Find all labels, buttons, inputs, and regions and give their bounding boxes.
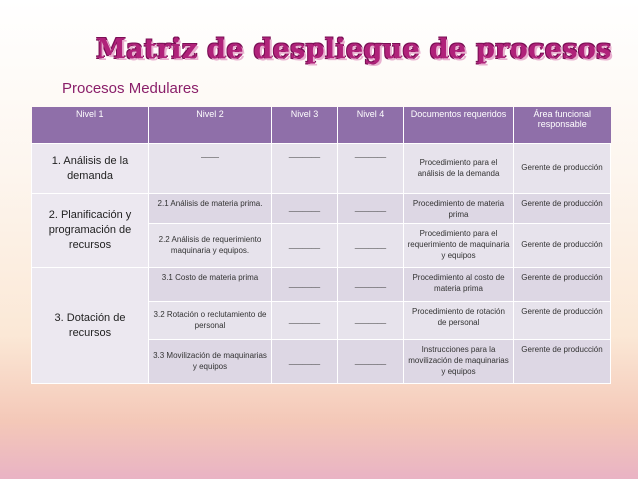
nivel2-cell: 3.3 Movilización de maquinarias y equipos [149, 340, 272, 384]
nivel4-cell: _______ [338, 302, 404, 340]
area-cell: Gerente de producción [514, 340, 611, 384]
nivel3-cell: _______ [272, 302, 338, 340]
header-nivel-3: Nivel 3 [272, 107, 338, 144]
table-row [32, 194, 611, 224]
nivel3-cell: _______ [272, 340, 338, 384]
nivel4-cell: _______ [338, 268, 404, 302]
header-nivel-4: Nivel 4 [338, 107, 404, 144]
nivel3-cell: _______ [272, 224, 338, 268]
documentos-cell: Procedimiento de materia prima [404, 194, 514, 224]
nivel2-cell: 2.1 Análisis de materia prima. [149, 194, 272, 224]
nivel2-cell: ____ [149, 144, 272, 194]
header-nivel-2: Nivel 2 [149, 107, 272, 144]
nivel1-cell: 3. Dotación de recursos [32, 268, 149, 384]
header-area-funcional: Área funcional responsable [514, 107, 611, 144]
nivel3-cell: _______ [272, 268, 338, 302]
documentos-cell: Procedimiento de rotación de personal [404, 302, 514, 340]
table-row [32, 144, 611, 194]
documentos-cell: Procedimiento al costo de materia prima [404, 268, 514, 302]
area-cell: Gerente de producción [514, 302, 611, 340]
nivel3-cell: _______ [272, 144, 338, 194]
nivel1-cell: 2. Planificación y programación de recursos [32, 194, 149, 268]
slide-title: Matriz de despliegue de procesos [96, 34, 612, 65]
area-cell: Gerente de producción [514, 194, 611, 224]
documentos-cell: Procedimiento para el análisis de la demanda [404, 144, 514, 194]
nivel2-cell: 2.2 Análisis de requerimiento maquinaria y equipos. [149, 224, 272, 268]
nivel4-cell: _______ [338, 340, 404, 384]
nivel3-cell: _______ [272, 194, 338, 224]
table-header-row [32, 107, 611, 144]
process-matrix-table [31, 107, 611, 384]
header-documentos: Documentos requeridos [404, 107, 514, 144]
nivel4-cell: _______ [338, 144, 404, 194]
header-nivel-1: Nivel 1 [32, 107, 149, 144]
area-cell: Gerente de producción [514, 224, 611, 268]
nivel4-cell: _______ [338, 224, 404, 268]
documentos-cell: Instrucciones para la movilización de maquinarias y equipos [404, 340, 514, 384]
documentos-cell: Procedimiento para el requerimiento de maquinaria y equipos [404, 224, 514, 268]
nivel4-cell: _______ [338, 194, 404, 224]
nivel1-cell: 1. Análisis de la demanda [32, 144, 149, 194]
slide-subtitle: Procesos Medulares [62, 80, 199, 97]
nivel2-cell: 3.1 Costo de materia prima [149, 268, 272, 302]
nivel2-cell: 3.2 Rotación o reclutamiento de personal [149, 302, 272, 340]
area-cell: Gerente de producción [514, 268, 611, 302]
table-row [32, 268, 611, 302]
area-cell: Gerente de producción [514, 144, 611, 194]
